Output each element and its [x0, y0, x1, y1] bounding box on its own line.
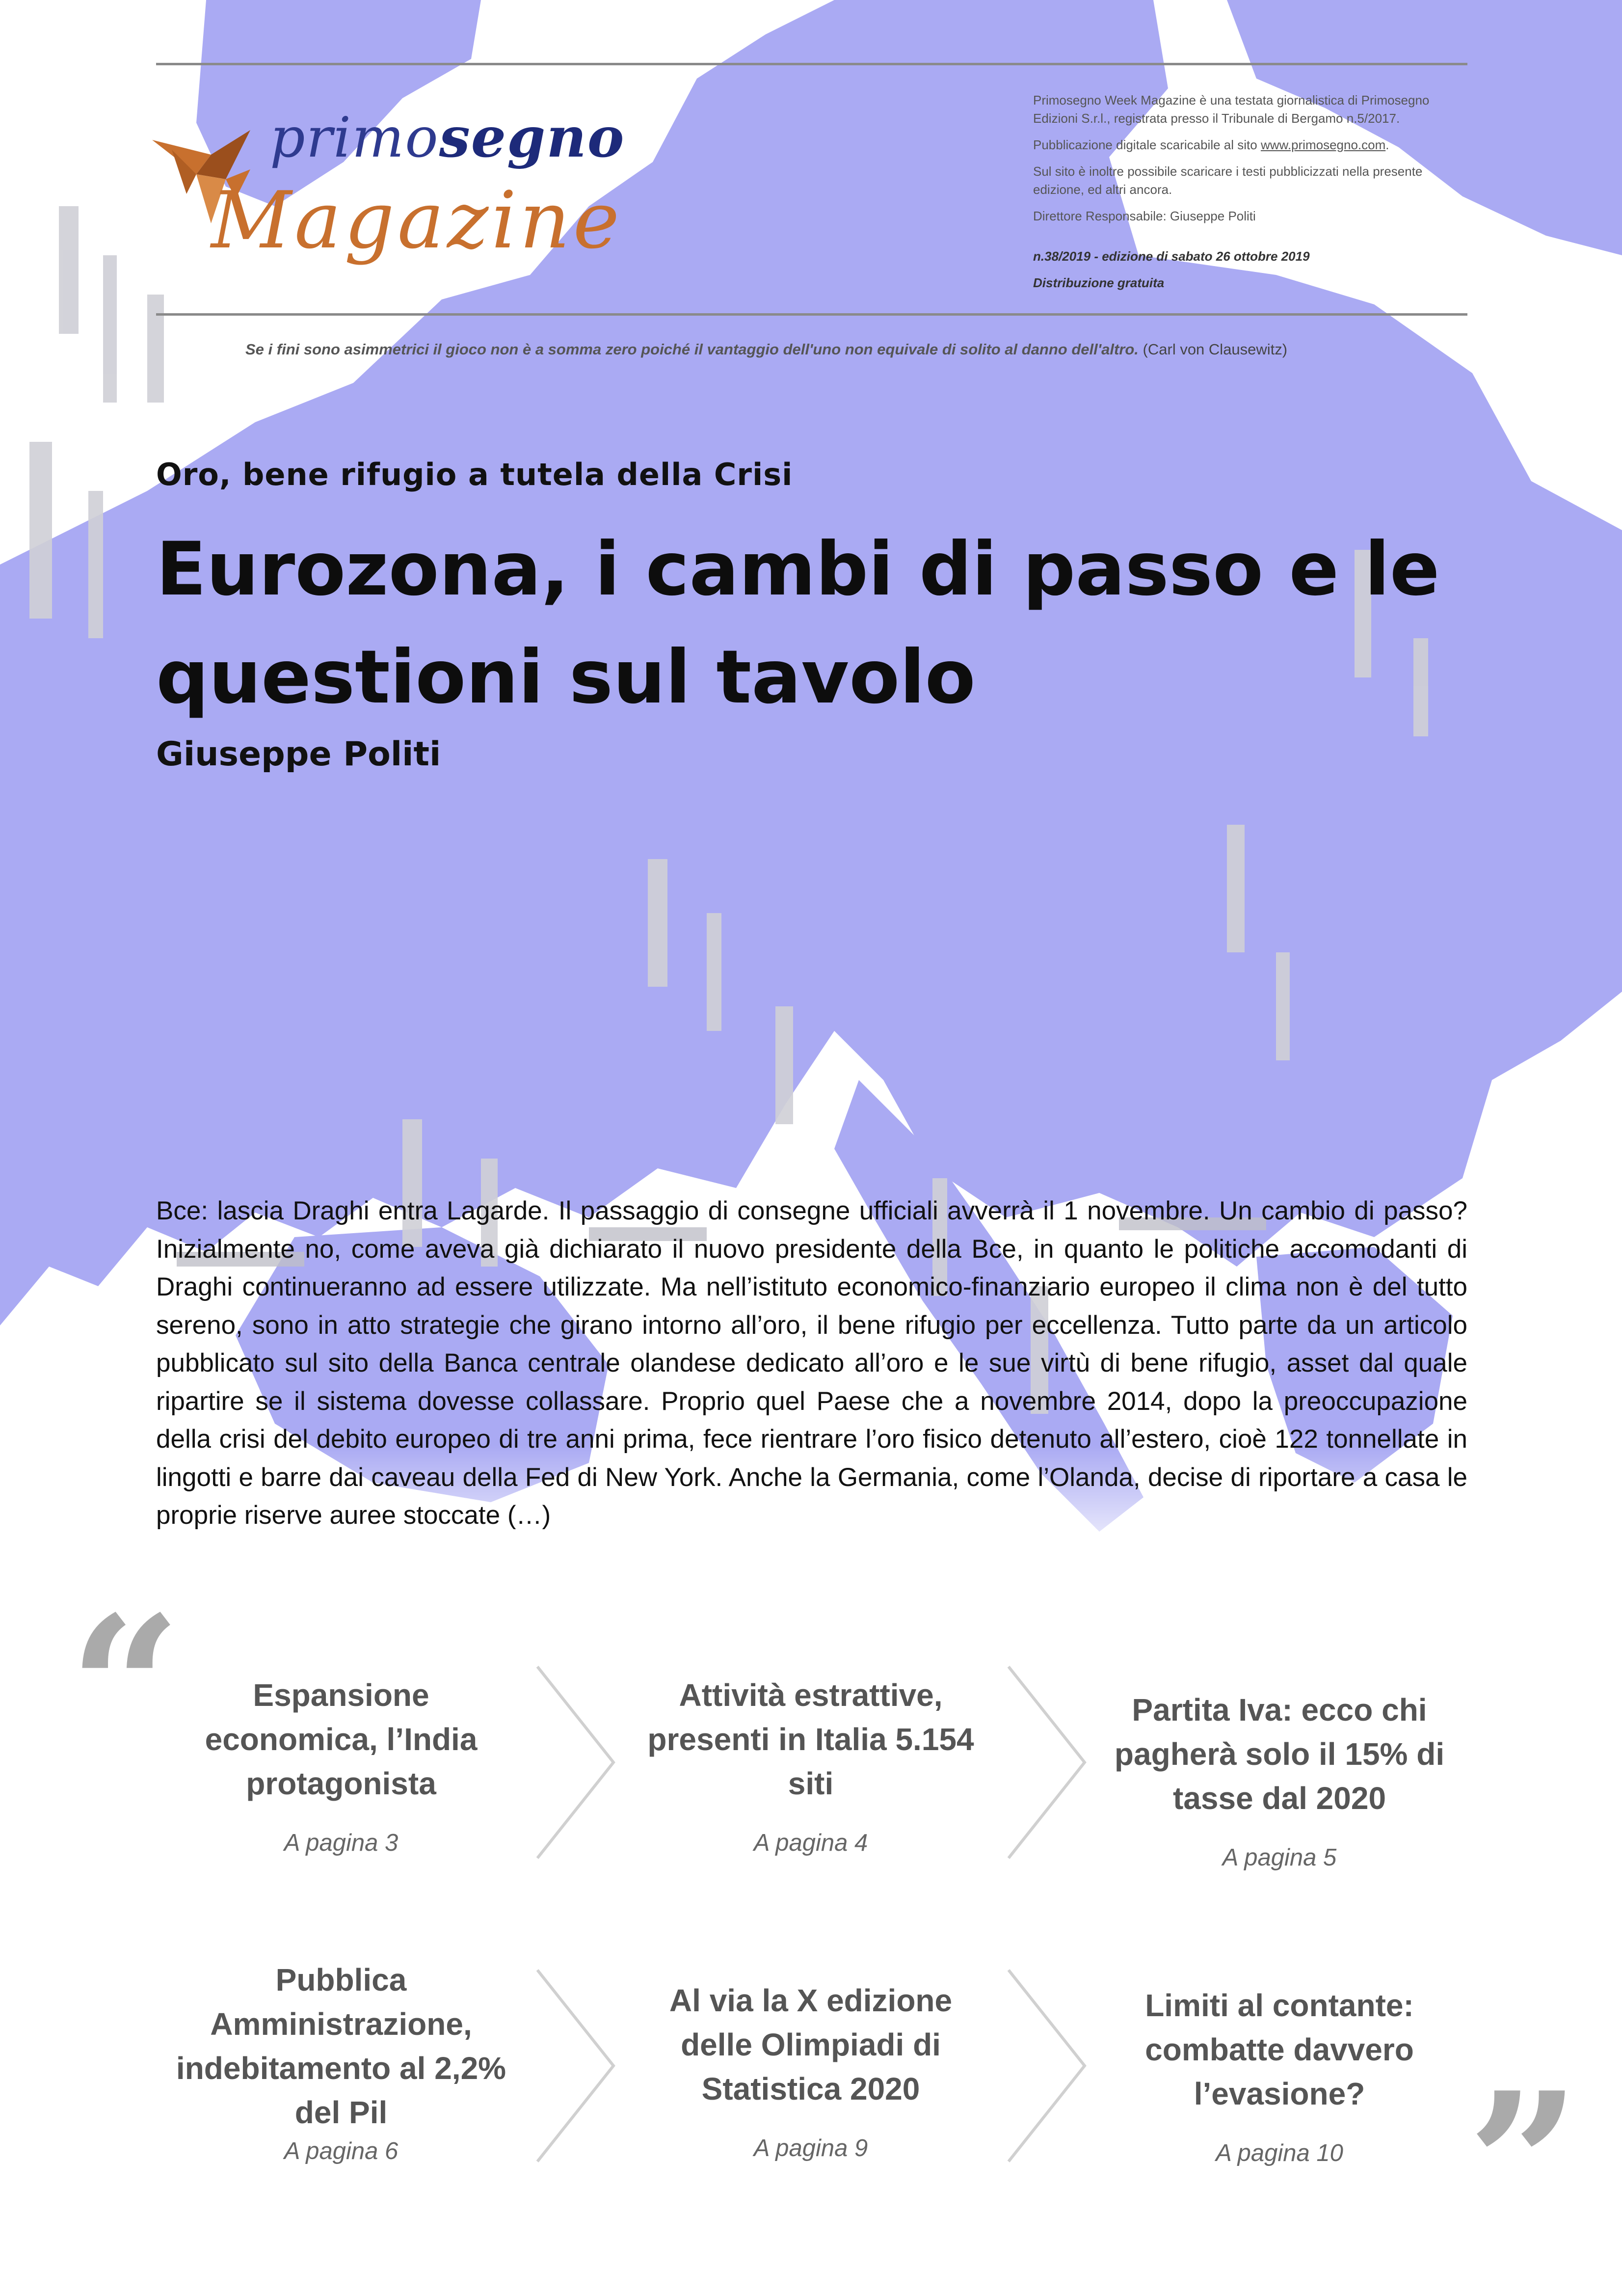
- headline-line-2: questioni sul tavolo: [156, 635, 976, 720]
- distribution-info: Distribuzione gratuita: [1033, 275, 1165, 290]
- close-quote-mark: ”: [1467, 2050, 1581, 2280]
- teaser-title: Pubblica Amministrazione, indebitamento al 2,2% del Pil: [176, 1962, 506, 2130]
- teaser-title: Al via la X edizione delle Olimpiadi di Statistica 2020: [669, 1983, 953, 2107]
- teaser-page: A pagina 9: [753, 2135, 868, 2161]
- teaser-partita-iva[interactable]: [1103, 1688, 1456, 1871]
- logo-primosegno: primosegno: [270, 106, 625, 170]
- publisher-note: Primosegno Week Magazine è una testata giornalistica di Primosegno Edizioni S.r.l., registrata presso il Tribunale di Bergamo n.5/2017.: [1033, 93, 1430, 126]
- article-headline: [156, 515, 1481, 731]
- chevron-right-icon: [1006, 1968, 1090, 2164]
- epigraph-text: Se i fini sono asimmetrici il gioco non è a somma zero poiché il vantaggio dell'uno non equivale di solito al danno dell'altro.: [245, 341, 1139, 358]
- article-kicker: Oro, bene rifugio a tutela della Crisi: [156, 457, 793, 492]
- masthead-bottom-rule: [156, 313, 1467, 316]
- website-link[interactable]: www.primosegno.com: [1260, 137, 1386, 152]
- download-note: Pubblicazione digitale scaricabile al sito www.primosegno.com.: [1033, 137, 1389, 152]
- site-note: Sul sito è inoltre possibile scaricare i testi pubblicizzati nella presente edizione, ed altri ancora.: [1033, 164, 1423, 197]
- chevron-right-icon: [1006, 1664, 1090, 1861]
- primosegno-magazine-logo: [152, 106, 625, 268]
- epigraph: [245, 341, 1472, 358]
- masthead-info: [1033, 91, 1470, 300]
- teaser-page: A pagina 10: [1216, 2140, 1343, 2166]
- teaser-olimpiadi-statistica[interactable]: [634, 1978, 987, 2162]
- teaser-pubblica-amministrazione[interactable]: [164, 1958, 518, 2165]
- edition-info: n.38/2019 - edizione di sabato 26 ottobre 2019: [1033, 249, 1310, 264]
- teaser-title: Limiti al contante: combatte davvero l’evasione?: [1145, 1988, 1414, 2111]
- logo-magazine: Magazine: [211, 174, 623, 266]
- article-author: Giuseppe Politi: [156, 735, 441, 774]
- epigraph-author: (Carl von Clausewitz): [1143, 341, 1288, 358]
- open-quote-mark: “: [69, 1573, 182, 1804]
- chevron-right-icon: [535, 1664, 618, 1861]
- teaser-page: A pagina 5: [1222, 1844, 1337, 1871]
- top-rule: [156, 63, 1467, 65]
- headline-line-1: Eurozona, i cambi di passo e le: [156, 527, 1440, 612]
- teaser-page: A pagina 4: [753, 1830, 868, 1856]
- teaser-attivita-estrattive[interactable]: [634, 1673, 987, 1857]
- teaser-india[interactable]: [164, 1673, 518, 1857]
- article-body: Bce: lascia Draghi entra Lagarde. Il passaggio di consegne ufficiali avverrà il 1 novembre. Un cambio di passo? Inizialmente no, come aveva già dichiarato il nuovo presidente della Bce, in quanto le politiche accomodanti di Draghi continueranno ad essere utilizzate. Ma nell’istituto economico-finanziario europeo il clima non è del tutto sereno, sono in atto strategie che girano intorno all’oro, il bene rifugio per eccellenza. Tutto parte da un articolo pubblicato sul sito della Banca centrale olandese dedicato all’oro e le sue virtù di bene rifugio, asset dal quale ripartire se il sistema dovesse collassare. Proprio quel Paese che a novembre 2014, dopo la preoccupazione della crisi del debito europeo di tre anni prima, fece rientrare l’oro fisico detenuto all’estero, cioè 122 tonnellate in lingotti e barre dai caveau della Fed di New York. Anche la Germania, come l’Olanda, decise di riportare a casa le proprie riserve auree stoccate (…): [156, 1196, 1467, 1530]
- teaser-title: Partita Iva: ecco chi pagherà solo il 15% di tasse dal 2020: [1114, 1692, 1445, 1816]
- chevron-right-icon: [535, 1968, 618, 2164]
- teaser-page: A pagina 3: [284, 1830, 399, 1856]
- teaser-title: Attività estrattive, presenti in Italia 5.154 siti: [647, 1677, 974, 1801]
- teaser-page: A pagina 6: [284, 2138, 399, 2164]
- teaser-title: Espansione economica, l’India protagonista: [205, 1677, 478, 1801]
- teaser-limiti-contante[interactable]: [1103, 1983, 1456, 2167]
- editor-note: Direttore Responsabile: Giuseppe Politi: [1033, 209, 1256, 223]
